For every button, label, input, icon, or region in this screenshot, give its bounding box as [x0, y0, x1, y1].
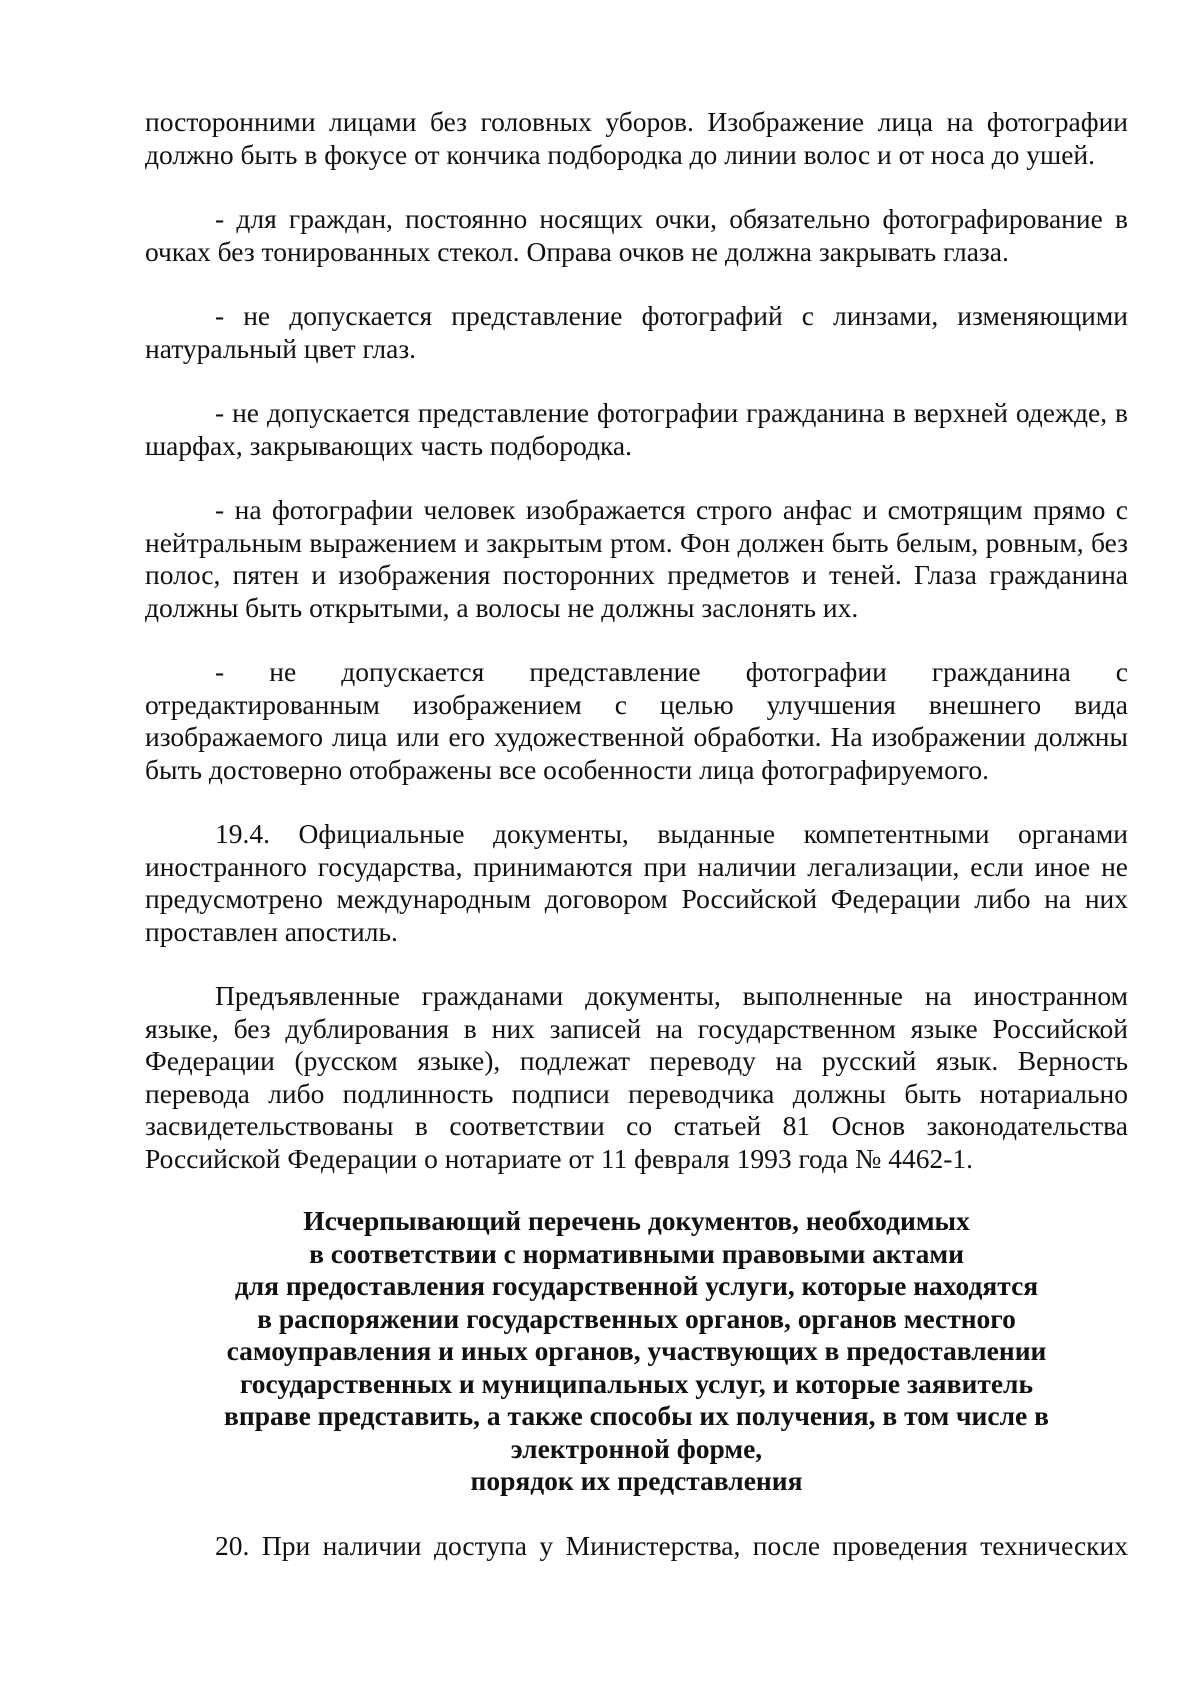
heading-line: самоуправления и иных органов, участвующих в предоставлении [226, 1335, 1047, 1366]
document-page [145, 106, 1128, 1562]
heading-line: вправе представить, а также способы их получения, в том числе в [224, 1400, 1049, 1431]
paragraph-outerwear: - не допускается представление фотографии гражданина в верхней одежде, в шарфах, закрывающих часть подбородка. [145, 397, 1128, 461]
heading-line: порядок их представления [470, 1465, 803, 1496]
paragraph-glasses: - для граждан, постоянно носящих очки, обязательно фотографирование в очках без тонированных стекол. Оправа очков не должна закрывать глаза. [145, 203, 1128, 267]
section-heading [145, 1205, 1128, 1498]
paragraph-photo-focus: посторонними лицами без головных уборов. Изображение лица на фотографии должно быть в фокусе от кончика подбородка до линии волос и от носа до ушей. [145, 106, 1128, 170]
paragraph-frontal-view: - на фотографии человек изображается строго анфас и смотрящим прямо с нейтральным выражением и закрытым ртом. Фон должен быть белым, ровным, без полос, пятен и изображения посторонних предметов и теней. Глаза гражданина должны быть открытыми, а волосы не должны заслонять их. [145, 494, 1128, 623]
heading-line: в распоряжении государственных органов, органов местного [257, 1302, 1016, 1334]
paragraph-19-4: 19.4. Официальные документы, выданные компетентными органами иностранного государства, принимаются при наличии легализации, если иное не предусмотрено международным договором Российской Федерации либо на них проставлен апостиль. [145, 818, 1128, 947]
heading-line: государственных и муниципальных услуг, и которые заявитель [239, 1367, 1034, 1399]
heading-line: Исчерпывающий перечень документов, необходимых [303, 1205, 970, 1236]
heading-line: в соответствии с нормативными правовыми актами [309, 1237, 964, 1269]
paragraph-20: 20. При наличии доступа у Министерства, после проведения технических [215, 1529, 1128, 1561]
heading-line: для предоставления государственной услуги, которые находятся [234, 1270, 1039, 1301]
paragraph-translation: Предъявленные гражданами документы, выполненные на иностранном языке, без дублирования в них записей на государственном языке Российской Федерации (русском языке), подлежат переводу на русский язык. Верность перевода либо подлинность подписи переводчика должны быть нотариально засвидетельствованы в соответствии со статьей 81 Основ законодательства Российской Федерации о нотариате от 11 февраля 1993 года № 4462-1. [145, 980, 1128, 1174]
paragraph-no-editing: - не допускается представление фотографии гражданина с отредактированным изображением с целью улучшения внешнего вида изображаемого лица или его художественной обработки. На изображении должны быть достоверно отображены все особенности лица фотографируемого. [145, 656, 1128, 785]
paragraph-lenses: - не допускается представление фотографий с линзами, изменяющими натуральный цвет глаз. [145, 300, 1128, 364]
heading-line: электронной форме, [510, 1432, 763, 1464]
